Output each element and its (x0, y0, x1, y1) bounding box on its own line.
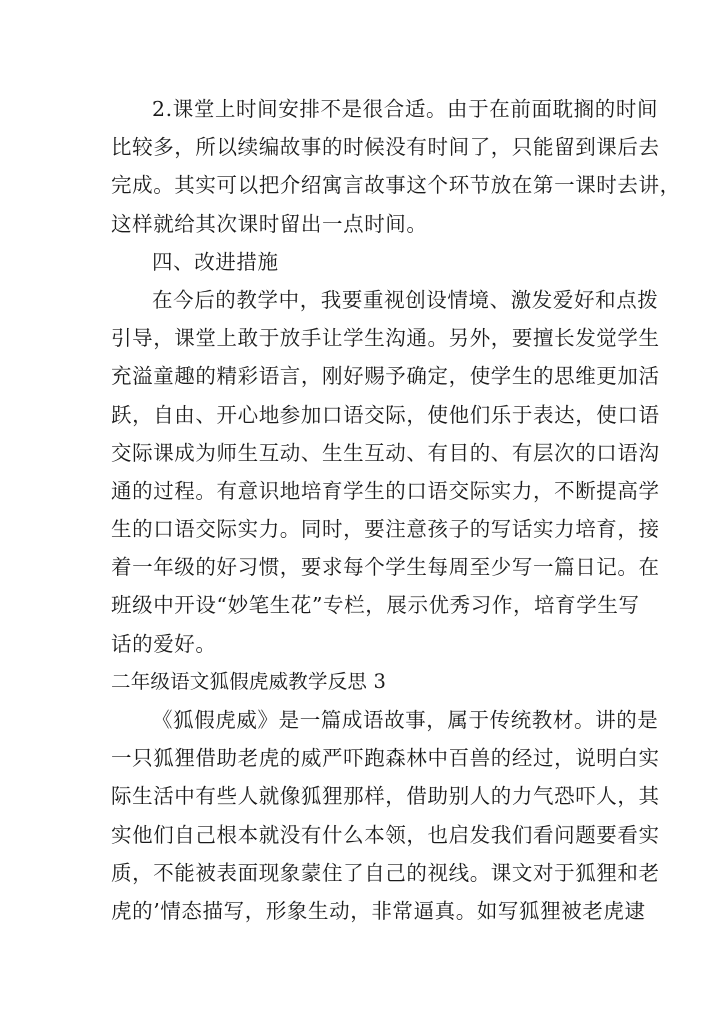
document-page (111, 90, 681, 930)
paragraph-line: 完成。其实可以把介绍寓言故事这个环节放在第一课时去讲， (111, 173, 681, 198)
paragraph-line: 一只狐狸借助老虎的威严吓跑森林中百兽的经过，说明白实 (111, 746, 660, 771)
paragraph-line: 质，不能被表面现象蒙住了自己的视线。课文对于狐狸和老 (111, 860, 660, 885)
paragraph-line: 充溢童趣的精彩语言，刚好赐予确定，使学生的思维更加活 (111, 364, 660, 389)
paragraph-line: 实他们自己根本就没有什么本领，也启发我们看问题要看实 (111, 822, 660, 847)
paragraph-line: 虎的’情态描写，形象生动，非常逼真。如写狐狸被老虎逮 (111, 898, 646, 923)
paragraph-line: 跃，自由、开心地参加口语交际，使他们乐于表达，使口语 (111, 402, 660, 427)
paragraph-line: 生的口语交际实力。同时，要注意孩子的写话实力培育，接 (111, 517, 660, 542)
paragraph-line: 话的爱好。 (111, 631, 217, 656)
paragraph-line: 班级中开设“妙笔生花”专栏，展示优秀习作，培育学生写 (111, 593, 640, 618)
paragraph-line: 引导，课堂上敢于放手让学生沟通。另外，要擅长发觉学生 (111, 326, 660, 351)
paragraph-line: 在今后的教学中，我要重视创设情境、激发爱好和点拨 (152, 287, 659, 312)
paragraph-line: 这样就给其次课时留出一点时间。 (111, 211, 428, 236)
section-heading: 四、改进措施 (152, 249, 279, 274)
paragraph-line: 2.课堂上时间安排不是很合适。由于在前面耽搁的时间 (152, 97, 659, 121)
article-title: 二年级语文狐假虎威教学反思 3 (111, 669, 387, 693)
paragraph-line: 着一年级的好习惯，要求每个学生每周至少写一篇日记。在 (111, 555, 660, 580)
paragraph-line: 交际课成为师生互动、生生互动、有目的、有层次的口语沟 (111, 440, 660, 465)
paragraph-line: 际生活中有些人就像狐狸那样，借助别人的力气恐吓人，其 (111, 784, 660, 809)
paragraph-line: 比较多，所以续编故事的时候没有时间了，只能留到课后去 (111, 135, 660, 160)
paragraph-line: 《狐假虎威》是一篇成语故事，属于传统教材。讲的是 (152, 708, 659, 732)
paragraph-line: 通的过程。有意识地培育学生的口语交际实力，不断提高学 (111, 478, 660, 503)
